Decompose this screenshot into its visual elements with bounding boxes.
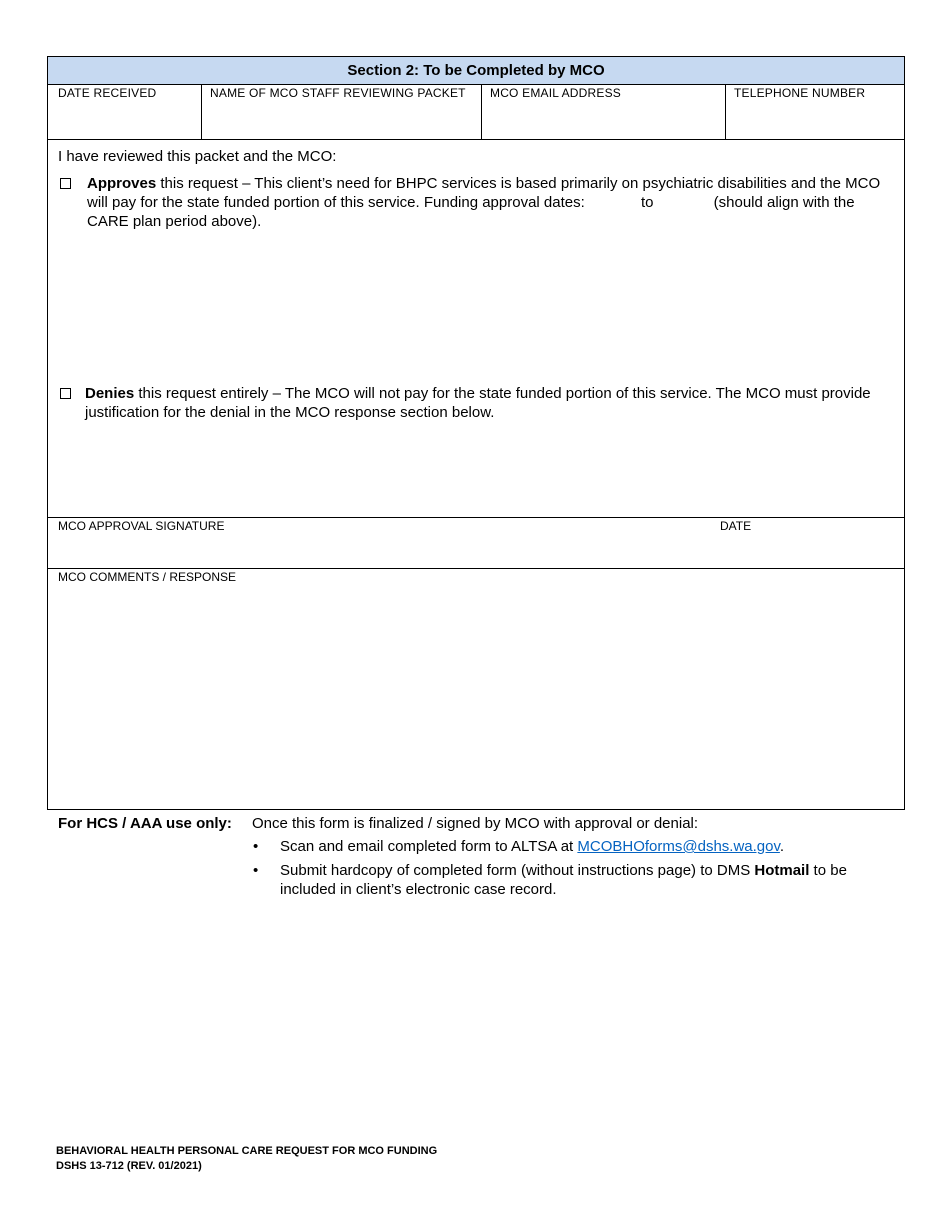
signature-label: MCO APPROVAL SIGNATURE xyxy=(58,519,225,533)
deny-bold: Denies xyxy=(85,385,135,402)
comments-label: MCO COMMENTS / RESPONSE xyxy=(58,570,237,584)
bullet-icon: • xyxy=(253,838,259,855)
staff-name-field[interactable] xyxy=(202,85,482,139)
review-section xyxy=(48,140,904,518)
item2-end: to be included in client’s electronic case record. xyxy=(280,862,847,898)
staff-name-label: NAME OF MCO STAFF REVIEWING PACKET xyxy=(210,86,466,100)
footer-form-number: DSHS 13-712 (REV. 01/2021) xyxy=(56,1160,202,1172)
approve-to: to xyxy=(640,194,654,211)
date-received-field[interactable] xyxy=(48,85,202,139)
email-link[interactable]: MCOBHOforms@dshs.wa.gov xyxy=(577,838,780,855)
date-received-label: DATE RECEIVED xyxy=(58,86,157,100)
hcs-intro: Once this form is finalized / signed by MCO with approval or denial: xyxy=(252,815,699,832)
deny-checkbox[interactable] xyxy=(60,388,71,399)
form-footer xyxy=(56,1144,437,1174)
list-item xyxy=(253,837,900,856)
approve-option xyxy=(58,174,898,231)
deny-text-body: this request entirely – The MCO will not pay for the state funded portion of this service. The MCO must provide justification for the denial in the MCO response section below. xyxy=(85,385,871,421)
list-item xyxy=(253,861,900,899)
mco-section-form xyxy=(47,56,905,810)
item1-end: . xyxy=(779,838,785,855)
signature-row[interactable] xyxy=(48,518,904,569)
approve-text-b: (should align with the CARE plan period above). xyxy=(87,194,855,230)
telephone-label: TELEPHONE NUMBER xyxy=(734,86,866,100)
section-title: Section 2: To be Completed by MCO xyxy=(48,57,904,85)
bullet-icon: • xyxy=(253,862,259,879)
approve-checkbox[interactable] xyxy=(60,178,71,189)
comments-field[interactable] xyxy=(48,569,904,812)
item2-text: Submit hardcopy of completed form (without instructions page) to DMS xyxy=(280,862,755,879)
hcs-title: For HCS / AAA use only: xyxy=(58,815,232,832)
telephone-field[interactable] xyxy=(726,85,906,139)
deny-option xyxy=(58,384,898,422)
email-field[interactable] xyxy=(482,85,726,139)
item1-text: Scan and email completed form to ALTSA at xyxy=(280,838,578,855)
info-row xyxy=(48,85,904,140)
approve-text xyxy=(87,174,898,231)
signature-date-label: DATE xyxy=(720,519,752,533)
item2-bold: Hotmail xyxy=(754,862,810,879)
hcs-list xyxy=(253,837,900,904)
approve-text-a: this request – This client’s need for BHPC services is based primarily on psychiatric disabilities and the MCO will pay for the state funded portion of this service. Funding approval dates: xyxy=(87,175,881,211)
footer-title: BEHAVIORAL HEALTH PERSONAL CARE REQUEST FOR MCO FUNDING xyxy=(56,1145,438,1157)
review-intro: I have reviewed this packet and the MCO: xyxy=(58,148,337,165)
email-label: MCO EMAIL ADDRESS xyxy=(490,86,621,100)
approve-bold: Approves xyxy=(87,175,157,192)
deny-text xyxy=(85,384,898,422)
